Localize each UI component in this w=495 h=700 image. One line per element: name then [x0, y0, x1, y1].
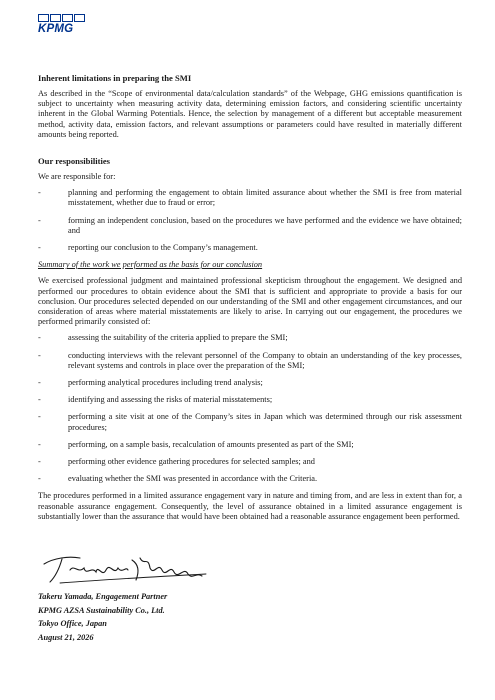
kpmg-logo	[38, 14, 88, 35]
list-item: - forming an independent conclusion, based on the procedures we have performed and the evidence we have obtained; and	[38, 216, 462, 236]
list-item: - performing, on a sample basis, recalculation of amounts presented as part of the SMI;	[38, 440, 462, 450]
limitations-heading: Inherent limitations in preparing the SMI	[38, 73, 192, 83]
list-item: - performing analytical procedures including trend analysis;	[38, 378, 462, 388]
summary-closing: The procedures performed in a limited assurance engagement vary in nature and timing from, and are less in extent than for, a reasonable assurance engagement. Consequently, the level of assurance obtained in a limited assurance engagement is substantially lower than the assurance that would have been obtained had a reasonable assurance engagement been performed.	[38, 491, 462, 521]
list-item: - performing a site visit at one of the Company’s sites in Japan which was determined through our risk assessment procedures;	[38, 412, 462, 432]
summary-heading: Summary of the work we performed as the basis for our conclusion	[38, 260, 263, 270]
logo-text: KPMG	[38, 23, 74, 35]
handwritten-signature	[40, 550, 210, 588]
responsibilities-heading: Our responsibilities	[38, 156, 111, 167]
firm-name: KPMG AZSA Sustainability Co., Ltd.	[38, 605, 165, 615]
partner-name: Takeru Yamada, Engagement Partner	[38, 592, 168, 601]
responsibilities-intro: We are responsible for:	[38, 172, 116, 182]
summary-paragraph: We exercised professional judgment and maintained professional skepticism throughout the engagement. We designed and performed our procedures to obtain evidence about the SMI that is sufficient and appropriate to provide a basis for our conclusion. Our procedures selected depended on our understanding of the SMI and other engagement circumstances, and our consideration of areas where material misstatements are likely to arise. In carrying out our engagement, the procedures we performed primarily consisted of:	[38, 276, 462, 327]
procedures-list	[38, 333, 462, 484]
list-item: - reporting our conclusion to the Company’s management.	[38, 243, 462, 253]
list-item: - performing other evidence gathering procedures for selected samples; and	[38, 457, 462, 467]
list-item: - identifying and assessing the risks of material misstatements;	[38, 395, 462, 405]
office-location: Tokyo Office, Japan	[38, 619, 107, 629]
report-body	[38, 73, 462, 522]
list-item: - planning and performing the engagement to obtain limited assurance about whether the SMI is free from material misstatement, whether due to fraud or error;	[38, 188, 462, 208]
signature-block	[38, 590, 167, 644]
report-date: August 21, 2026	[38, 632, 94, 642]
responsibilities-list	[38, 188, 462, 253]
logo-boxes-icon	[38, 14, 88, 22]
limitations-paragraph: As described in the “Scope of environmental data/calculation standards” of the Webpage, GHG emissions quantification is subject to uncertainty when measuring activity data, determining emission factors, and considering scientific uncertainty inherent in the Global Warming Potentials. Hence, the selection by management of a different but acceptable measurement method, activity data, emission factors, and relevant assumptions or parameters could have resulted in materially different amounts being reported.	[38, 89, 462, 139]
list-item: - conducting interviews with the relevant personnel of the Company to obtain an understanding of the key processes, relevant systems and controls in place over the preparation of the SMI;	[38, 351, 462, 371]
list-item: - evaluating whether the SMI was presented in accordance with the Criteria.	[38, 474, 462, 484]
list-item: - assessing the suitability of the criteria applied to prepare the SMI;	[38, 333, 462, 343]
